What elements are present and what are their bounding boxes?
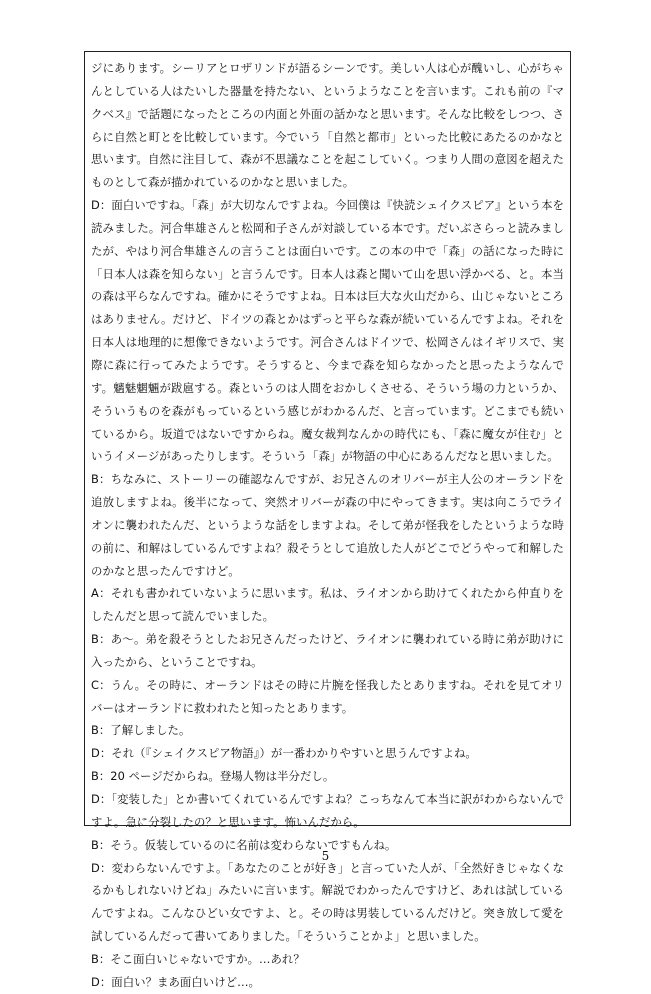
paragraph: B：20 ページだからね。登場人物は半分だし。 [91, 769, 335, 784]
paragraph: D：面白いですね。「森」が大切なんですよね。今回僕は『快読シェイクスピア』という本を読みました。河合隼雄さんと松岡和子さんが対談している本です。だいぶさらっと読みましたが、やはり河合隼雄さんの言うことは面白いです。この本の中で「森」の話になった時に「日本人は森を知らない」と言うんです。日本人は森と聞いて山を思い浮かべる、と。本当の森は平らなんですね。確かにそうですよね。日本は巨大な火山だから、山じゃないところはありません。だけど、ドイツの森とかはずっと平らな森が続いているんですよね。それを日本人は地理的に想像できないようです。河合さんはドイツで、松岡さんはイギリスで、実際に森に行ってみたようです。そうすると、今まで森を知らなかったと思ったようなんです。魑魅魍魎が跋扈する。森というのは人間をおかしくさせる、そういう場の力というか、そういうものを森がもっているという感じがわかるんだ、と言っています。どこまでも続いているから。坂道ではないですからね。魔女裁判なんかの時代にも、「森に魔女が住む」というイメージがあったりします。そういう「森」が物語の中心にあるんだなと思いました。 [91, 198, 564, 464]
paragraph: B：あ〜。弟を殺そうとしたお兄さんだったけど、ライオンに襲われている時に弟が助けに入ったから、ということですね。 [91, 632, 564, 669]
page-number: 5 [321, 849, 330, 863]
text-frame [84, 51, 571, 989]
paragraph: B：了解しました。 [91, 723, 191, 738]
paragraph: A：それも書かれていないように思います。私は、ライオンから助けてくれたから仲直りをしたんだと思って読んでいました。 [91, 586, 564, 624]
paragraph: B：ちなみに、ストーリーの確認なんですが、お兄さんのオリバーが主人公のオーランドを追放しますよね。後半になって、突然オリバーが森の中にやってきます。実は向こうでライオンに襲われたんだ、というような話をしますよね。そして弟が怪我をしたというような時の前に、和解はしているんですよね？殺そうとして追放した人がどこでどうやって和解したのかなと思ったんですけど。 [91, 472, 564, 578]
paragraph: D：面白い？まあ面白いけど…。 [91, 974, 260, 989]
paragraph: B：そう。仮装しているのに名前は変わらないですもんね。 [91, 837, 397, 852]
paragraph: ジにあります。シーリアとロザリンドが語るシーンです。美しい人は心が醜いし、心がちゃんとしている人はたいした器量を持たない、というようなことを言います。これも前の『マクベス』で話題になったところの内面と外面の話かなと思います。そんな比較をしつつ、さらに自然と町とを比較しています。今でいう「自然と都市」といった比較にあたるのかなと思います。自然に注目して、森が不思議なことを起こしていく。つまり人間の意図を超えたものとして森が描かれているのかなと思いました。 [91, 61, 564, 190]
paragraph: D：それ（『シェイクスピア物語』）が一番わかりやすいと思うんですよね。 [91, 746, 477, 761]
paragraph: C：うん。その時に、オーランドはその時に片腕を怪我したとありますね。それを見てオリバーはオーランドに救われたと知ったとあります。 [91, 677, 564, 715]
paragraph: D：変わらないんですよ。「あなたのことが好き」と言っていた人が、「全然好きじゃなくなるかもしれないけどね」みたいに言います。解説でわかったんですけど、あれは試しているんですよね。こんなひどい女ですよ、と。その時は男装しているんだけど。突き放して愛を試しているんだって書いてありました。「そういうことかよ」と思いました。 [91, 860, 564, 944]
paragraph: B：そこ面白いじゃないですか。…あれ？ [91, 951, 305, 966]
paragraph: D：「変装した」とか書いてくれているんですよね？こっちなんて本当に訳がわからないんですよ。急に分裂したの？と思います。怖いんだから。 [91, 792, 564, 829]
